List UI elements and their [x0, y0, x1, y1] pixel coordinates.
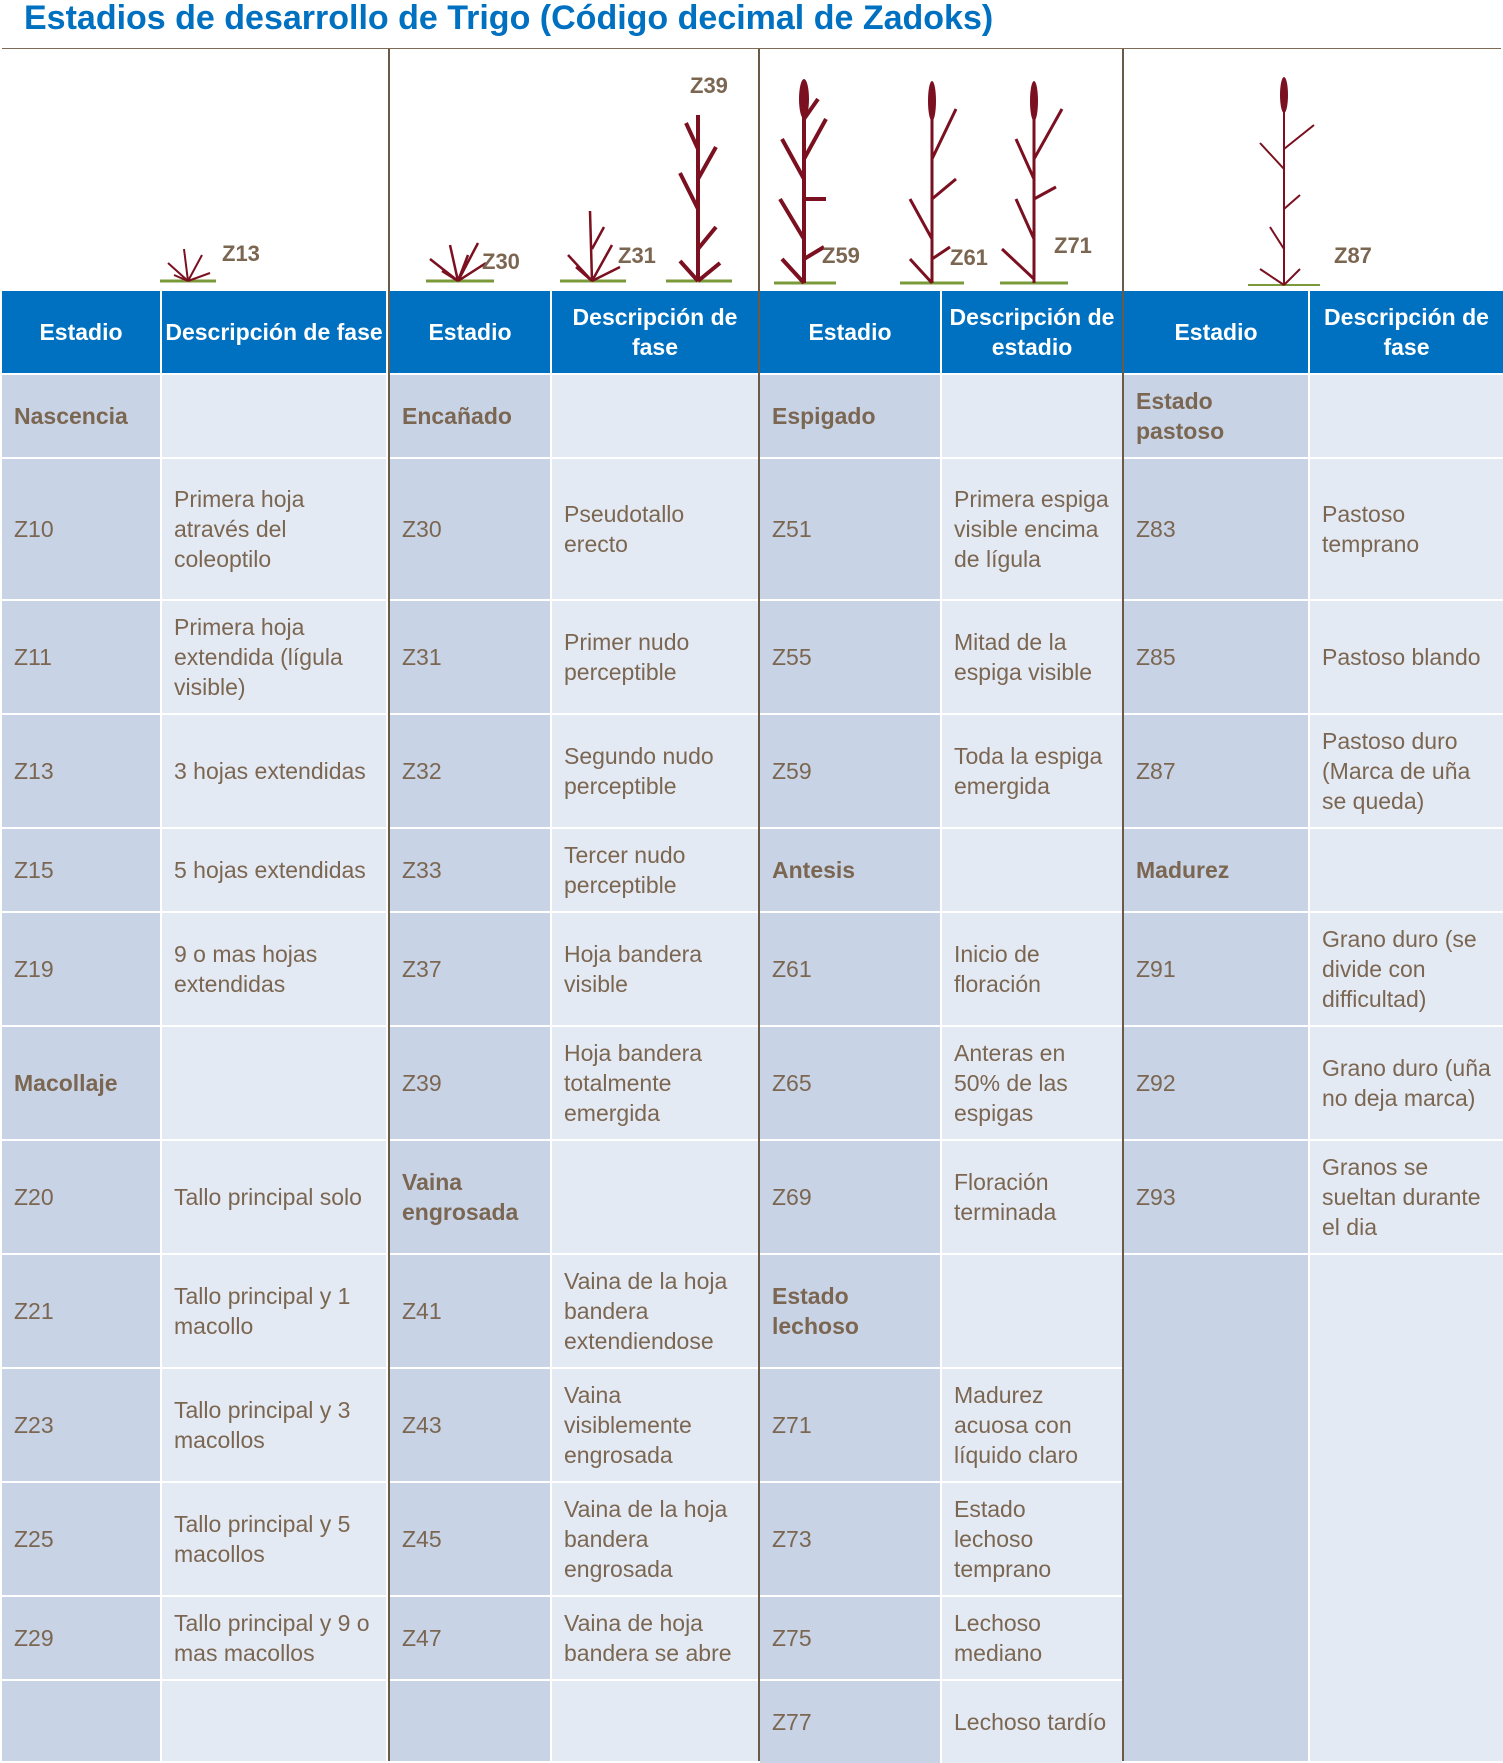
stage-description: 5 hojas extendidas — [162, 829, 386, 911]
group-row — [760, 827, 1122, 911]
table-row — [390, 1025, 758, 1139]
illus-label: Z59 — [822, 243, 860, 268]
header-description: Descripción de estadio — [942, 291, 1122, 373]
stage-description — [162, 375, 386, 457]
empty-cell — [2, 1681, 162, 1761]
stage-code: Z59 — [760, 715, 942, 827]
stage-description: Primera espiga visible encima de lígula — [942, 459, 1122, 599]
table-row — [2, 1367, 386, 1481]
stage-code: Z30 — [390, 459, 552, 599]
stage-description: Primera hoja extendida (lígula visible) — [162, 601, 386, 713]
table-row — [390, 1367, 758, 1481]
stage-description: Vaina de la hoja bandera engrosada — [552, 1483, 758, 1595]
stage-code: Z47 — [390, 1597, 552, 1679]
stage-description — [942, 829, 1122, 911]
stage-code: Z11 — [2, 601, 162, 713]
group-row — [390, 1139, 758, 1253]
header-row — [390, 291, 758, 373]
stage-description: Primer nudo perceptible — [552, 601, 758, 713]
table-row — [760, 911, 1122, 1025]
stage-description: Anteras en 50% de las espigas — [942, 1027, 1122, 1139]
stage-description: Vaina visiblemente engrosada — [552, 1369, 758, 1481]
stage-code: Z45 — [390, 1483, 552, 1595]
stage-code: Z85 — [1124, 601, 1310, 713]
stage-description: Granos se sueltan durante el dia — [1310, 1141, 1503, 1253]
stage-code: Z21 — [2, 1255, 162, 1367]
stage-code: Z25 — [2, 1483, 162, 1595]
group-row — [1124, 373, 1503, 457]
empty-cell — [390, 1681, 552, 1761]
stage-description: 9 o mas hojas extendidas — [162, 913, 386, 1025]
stage-code: Z73 — [760, 1483, 942, 1595]
stage-description — [552, 1141, 758, 1253]
table-row — [2, 1481, 386, 1595]
header-stage: Estadio — [760, 291, 942, 373]
group-label: Vaina engrosada — [390, 1141, 552, 1253]
stage-description: Pastoso blando — [1310, 601, 1503, 713]
table-row — [390, 1595, 758, 1679]
table-row — [760, 599, 1122, 713]
group-label: Estado pastoso — [1124, 375, 1310, 457]
stage-code: Z13 — [2, 715, 162, 827]
stage-code: Z92 — [1124, 1027, 1310, 1139]
table-row — [390, 911, 758, 1025]
stage-description: Madurez acuosa con líquido claro — [942, 1369, 1122, 1481]
stem-extension-icon — [390, 49, 758, 289]
group-label: Estado lechoso — [760, 1255, 942, 1367]
table-row — [2, 457, 386, 599]
stage-description: Tallo principal y 5 macollos — [162, 1483, 386, 1595]
stage-code: Z20 — [2, 1141, 162, 1253]
table-row — [760, 1367, 1122, 1481]
table-row — [760, 1595, 1122, 1679]
stage-code: Z65 — [760, 1027, 942, 1139]
panel-espigado-antesis-lechoso — [758, 49, 1122, 1761]
stage-description: Hoja bandera visible — [552, 913, 758, 1025]
group-label: Macollaje — [2, 1027, 162, 1139]
heading-icon — [760, 49, 1122, 289]
panel-encanado-vaina — [388, 49, 758, 1761]
group-label: Antesis — [760, 829, 942, 911]
table-row — [2, 827, 386, 911]
group-label: Encañado — [390, 375, 552, 457]
stage-code: Z10 — [2, 459, 162, 599]
empty-cell — [552, 1681, 758, 1761]
stage-code: Z29 — [2, 1597, 162, 1679]
stage-description: Tercer nudo perceptible — [552, 829, 758, 911]
empty-cell — [1310, 1255, 1503, 1761]
group-row — [760, 1253, 1122, 1367]
table-row — [1124, 1139, 1503, 1253]
stage-code: Z39 — [390, 1027, 552, 1139]
illustration-seedling — [2, 49, 386, 289]
stage-description: 3 hojas extendidas — [162, 715, 386, 827]
stage-description: Primera hoja através del coleoptilo — [162, 459, 386, 599]
table-row — [390, 827, 758, 911]
stage-code: Z32 — [390, 715, 552, 827]
panel-pastoso-madurez — [1122, 49, 1503, 1761]
table-row — [1124, 1025, 1503, 1139]
empty-cell — [1124, 1255, 1310, 1761]
table-row — [390, 1481, 758, 1595]
table-row — [390, 713, 758, 827]
illus-label: Z30 — [482, 249, 520, 274]
header-stage: Estadio — [1124, 291, 1310, 373]
stage-code: Z55 — [760, 601, 942, 713]
stage-description: Segundo nudo perceptible — [552, 715, 758, 827]
stage-description: Lechoso tardío — [942, 1681, 1122, 1763]
stage-description: Hoja bandera totalmente emergida — [552, 1027, 758, 1139]
illus-label: Z87 — [1334, 243, 1372, 268]
illustration-heading — [760, 49, 1122, 289]
group-row — [390, 373, 758, 457]
stage-description — [552, 375, 758, 457]
empty-row — [390, 1679, 758, 1761]
illustration-ripening — [1124, 49, 1503, 289]
stage-description: Pseudotallo erecto — [552, 459, 758, 599]
illus-label: Z39 — [690, 73, 728, 98]
table-row — [1124, 713, 1503, 827]
stage-code: Z83 — [1124, 459, 1310, 599]
table-row — [2, 1139, 386, 1253]
table-row — [760, 713, 1122, 827]
table-row — [390, 599, 758, 713]
table-row — [2, 1253, 386, 1367]
stage-description: Inicio de floración — [942, 913, 1122, 1025]
stage-description: Grano duro (se divide con difficultad) — [1310, 913, 1503, 1025]
stage-code: Z75 — [760, 1597, 942, 1679]
stage-description: Estado lechoso temprano — [942, 1483, 1122, 1595]
stage-description: Pastoso duro (Marca de uña se queda) — [1310, 715, 1503, 827]
stage-code: Z61 — [760, 913, 942, 1025]
group-row — [760, 373, 1122, 457]
seedling-icon — [2, 49, 386, 289]
illus-label: Z71 — [1054, 233, 1092, 258]
stage-description — [1310, 829, 1503, 911]
stage-description — [1310, 375, 1503, 457]
empty-cell — [162, 1681, 386, 1761]
stage-code: Z41 — [390, 1255, 552, 1367]
header-row — [2, 291, 386, 373]
header-row — [1124, 291, 1503, 373]
stage-code: Z19 — [2, 913, 162, 1025]
table-row — [760, 1679, 1122, 1763]
stage-description: Tallo principal y 3 macollos — [162, 1369, 386, 1481]
stage-code: Z91 — [1124, 913, 1310, 1025]
zadoks-table — [2, 48, 1501, 1761]
header-description: Descripción de fase — [1310, 291, 1503, 373]
stage-code: Z33 — [390, 829, 552, 911]
empty-row — [1124, 1253, 1503, 1761]
stage-code: Z51 — [760, 459, 942, 599]
header-description: Descripción de fase — [552, 291, 758, 373]
stage-description: Mitad de la espiga visible — [942, 601, 1122, 713]
stage-description: Lechoso mediano — [942, 1597, 1122, 1679]
stage-code: Z87 — [1124, 715, 1310, 827]
header-stage: Estadio — [2, 291, 162, 373]
table-row — [1124, 599, 1503, 713]
header-stage: Estadio — [390, 291, 552, 373]
stage-code: Z71 — [760, 1369, 942, 1481]
stage-code: Z93 — [1124, 1141, 1310, 1253]
illus-label: Z31 — [618, 243, 656, 268]
stage-description: Vaina de la hoja bandera extendiendose — [552, 1255, 758, 1367]
table-row — [760, 457, 1122, 599]
stage-code: Z15 — [2, 829, 162, 911]
stage-code: Z31 — [390, 601, 552, 713]
header-description: Descripción de fase — [162, 291, 386, 373]
stage-description: Vaina de hoja bandera se abre — [552, 1597, 758, 1679]
stage-description: Tallo principal y 1 macollo — [162, 1255, 386, 1367]
stage-code: Z43 — [390, 1369, 552, 1481]
page-title: Estadios de desarrollo de Trigo (Código decimal de Zadoks) — [24, 0, 994, 37]
illus-label: Z13 — [222, 241, 260, 266]
group-label: Nascencia — [2, 375, 162, 457]
stage-description — [942, 375, 1122, 457]
stage-description: Toda la espiga emergida — [942, 715, 1122, 827]
stage-description — [162, 1027, 386, 1139]
panel-nascencia-macollaje — [2, 49, 386, 1761]
table-row — [760, 1139, 1122, 1253]
stage-description: Pastoso temprano — [1310, 459, 1503, 599]
stage-description: Tallo principal solo — [162, 1141, 386, 1253]
table-row — [390, 457, 758, 599]
stage-description — [942, 1255, 1122, 1367]
table-row — [2, 911, 386, 1025]
table-row — [2, 1595, 386, 1679]
group-label: Espigado — [760, 375, 942, 457]
stage-description: Grano duro (uña no deja marca) — [1310, 1027, 1503, 1139]
stage-description: Floración terminada — [942, 1141, 1122, 1253]
header-row — [760, 291, 1122, 373]
stage-description: Tallo principal y 9 o mas macollos — [162, 1597, 386, 1679]
empty-row — [2, 1679, 386, 1761]
table-row — [2, 713, 386, 827]
group-row — [1124, 827, 1503, 911]
illus-label: Z61 — [950, 245, 988, 270]
group-row — [2, 373, 386, 457]
table-row — [2, 599, 386, 713]
table-row — [1124, 911, 1503, 1025]
stage-code: Z77 — [760, 1681, 942, 1763]
table-row — [390, 1253, 758, 1367]
table-row — [760, 1025, 1122, 1139]
group-row — [2, 1025, 386, 1139]
ripening-icon — [1124, 49, 1503, 289]
table-row — [1124, 457, 1503, 599]
stage-code: Z37 — [390, 913, 552, 1025]
group-label: Madurez — [1124, 829, 1310, 911]
illustration-stem-extension — [390, 49, 758, 289]
table-row — [760, 1481, 1122, 1595]
stage-code: Z23 — [2, 1369, 162, 1481]
stage-code: Z69 — [760, 1141, 942, 1253]
